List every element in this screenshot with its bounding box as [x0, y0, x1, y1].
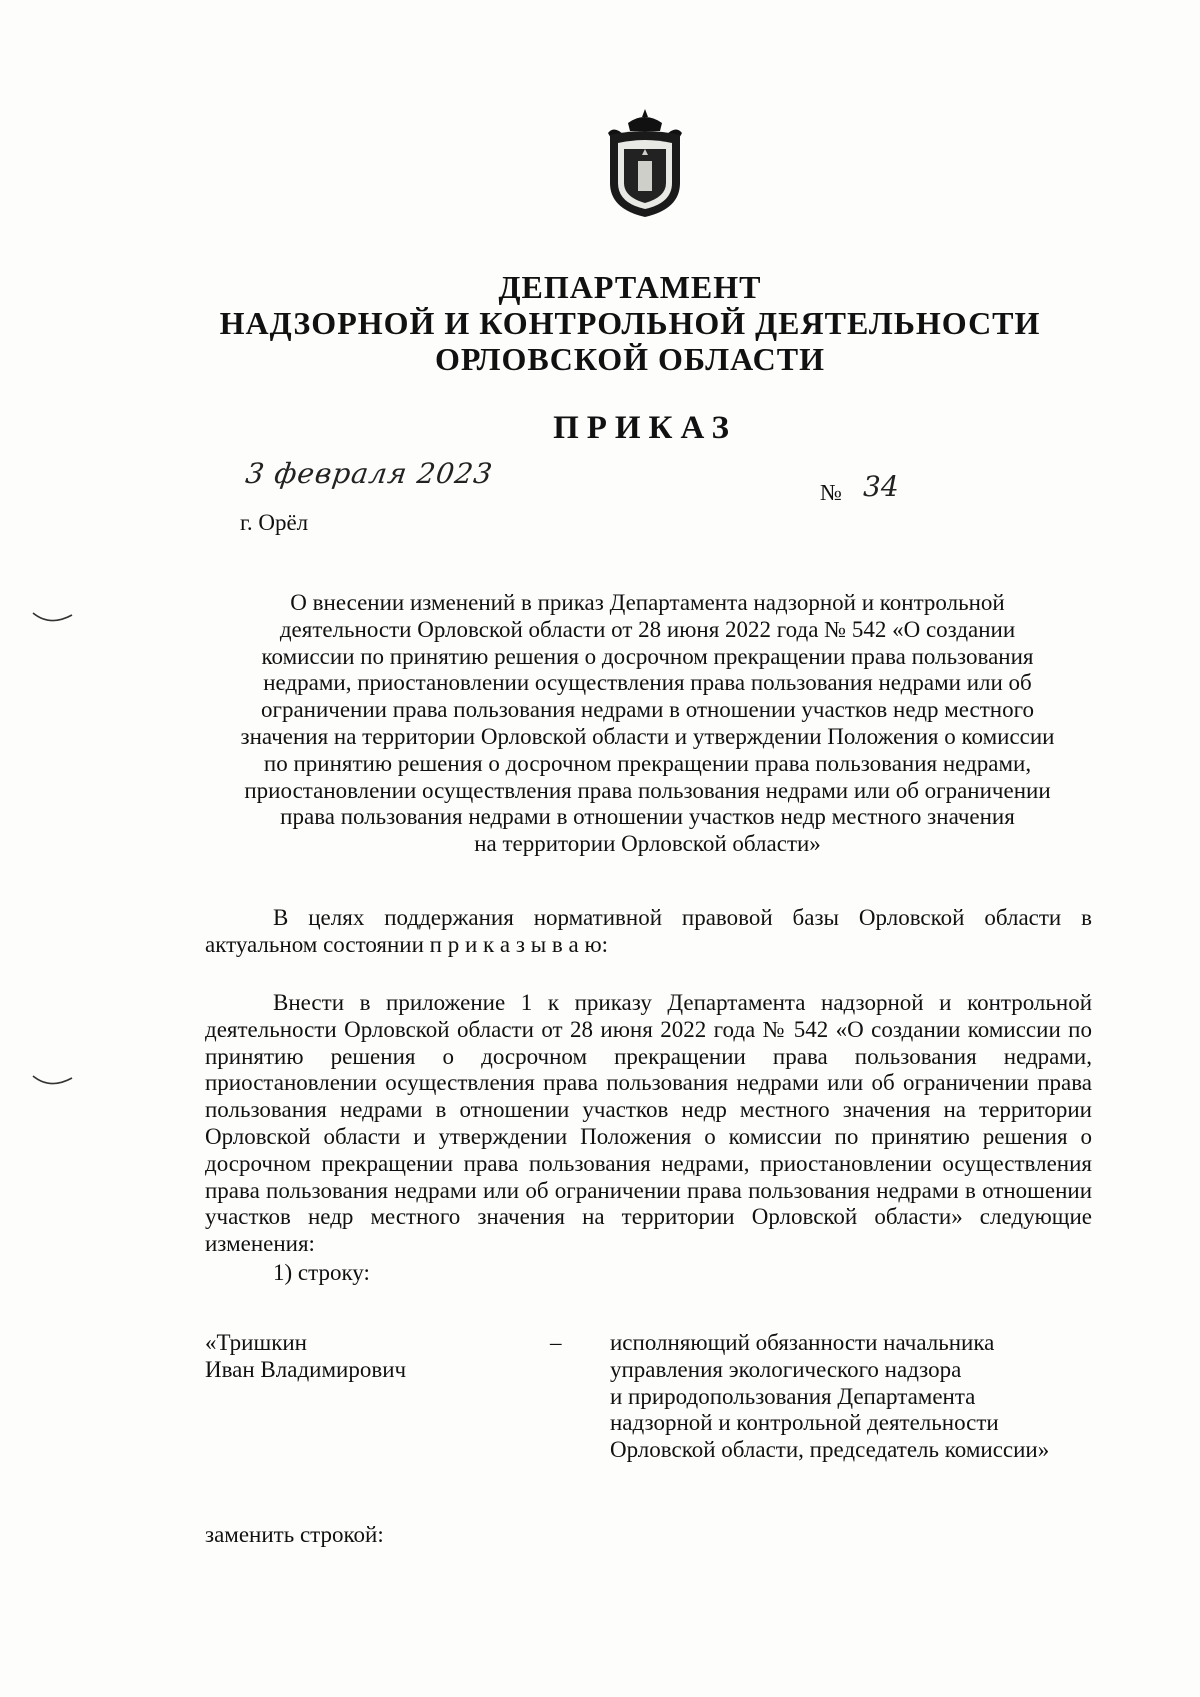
- dash: –: [550, 1330, 562, 1355]
- department-title-line-2: НАДЗОРНОЙ И КОНТРОЛЬНОЙ ДЕЯТЕЛЬНОСТИ: [219, 305, 1041, 341]
- number-label: №: [820, 480, 842, 505]
- margin-check-mark-icon: [30, 1070, 75, 1095]
- replace-with-label: заменить строкой:: [205, 1522, 384, 1547]
- city: г. Орёл: [240, 510, 309, 535]
- handwritten-number: 34: [863, 470, 899, 503]
- person-role: исполняющий обязанности начальника управления экологического надзора и природопользования Департамента надзорной и контрольной деятельности Орловской области, председатель комиссии»: [610, 1330, 1050, 1463]
- preamble-paragraph: В целях поддержания нормативной правовой базы Орловской области в актуальном состоянии п р и к а з ы в а ю:: [205, 905, 1092, 957]
- department-title-line-3: ОРЛОВСКОЙ ОБЛАСТИ: [435, 341, 825, 377]
- list-item-1: 1) строку:: [273, 1260, 370, 1285]
- handwritten-date: 3 февраля 2023: [243, 457, 495, 490]
- amendment-paragraph: Внести в приложение 1 к приказу Департамента надзорной и контрольной деятельности Орловской области от 28 июня 2022 года № 542 «О создании комиссии по принятию решения о досрочном прекращении права пользования недрами, приостановлении осуществления права пользования недрами или об ограничении права пользования недрами в отношении участков недр местного значения на территории Орловской области и утверждении Положения о комиссии по принятию решения о досрочном прекращении права пользования недрами, приостановлении осуществления права пользования недрами или об ограничении права пользования недрами в отношении участков недр местного значения на территории Орловской области» следующие изменения:: [205, 990, 1092, 1257]
- order-title: ПРИКАЗ: [553, 410, 737, 446]
- margin-check-mark-icon: [30, 605, 75, 630]
- coat-of-arms-icon: [600, 105, 690, 220]
- person-name: «Тришкин Иван Владимирович: [205, 1330, 407, 1382]
- department-title-line-1: ДЕПАРТАМЕНТ: [498, 269, 762, 305]
- order-subject: О внесении изменений в приказ Департамента надзорной и контрольной деятельности Орловской области от 28 июня 2022 года № 542 «О создании комиссии по принятию решения о досрочном прекращении права пользования недрами, приостановлении осуществления права пользования недрами или об ограничении права пользования недрами в отношении участков недр местного значения на территории Орловской области и утверждении Положения о комиссии по принятию решения о досрочном прекращении права пользования недрами, приостановлении осуществления права пользования недрами или об ограничении права пользования недрами в отношении участков недр местного значения на территории Орловской области»: [240, 590, 1055, 857]
